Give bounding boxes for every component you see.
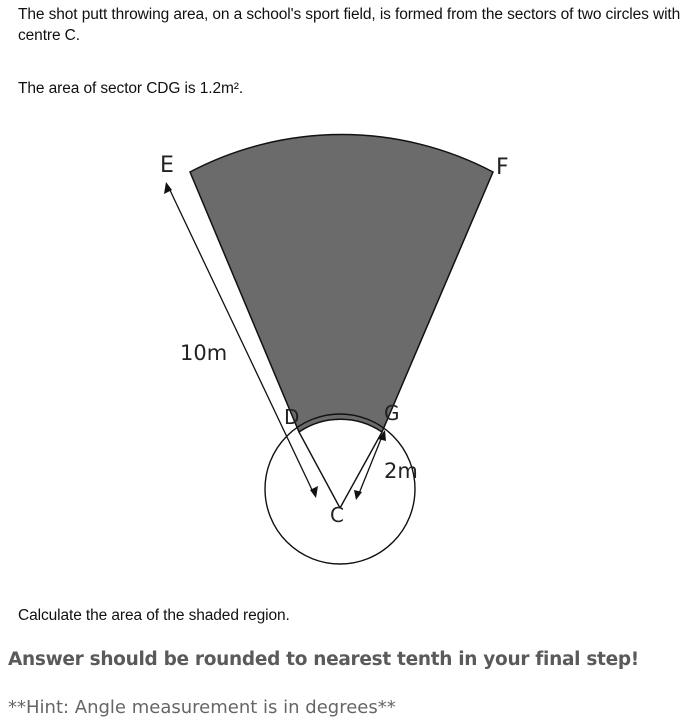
- given-sector-area: The area of sector CDG is 1.2m².: [18, 80, 244, 97]
- label-inner-radius: 2m: [384, 459, 418, 483]
- label-d: D: [284, 405, 300, 429]
- label-c: C: [330, 503, 344, 527]
- inner-radius-arrow: [358, 434, 383, 496]
- radius-edge-left: [299, 432, 340, 508]
- label-g: G: [384, 401, 400, 425]
- label-outer-radius: 10m: [180, 341, 228, 365]
- question-intro: The shot putt throwing area, on a school's sport field, is formed from the sectors of two circles with centre C.: [18, 6, 681, 44]
- inner-circle: [265, 414, 415, 564]
- hint-note: **Hint: Angle measurement is in degrees**: [8, 697, 396, 718]
- label-f: F: [496, 155, 509, 180]
- question-task: Calculate the area of the shaded region.: [18, 607, 290, 624]
- label-e: E: [160, 153, 174, 178]
- answer-rounding-note: Answer should be rounded to nearest tenth in your final step!: [8, 649, 639, 670]
- arrowhead-c-inner: [354, 490, 362, 500]
- shaded-region: [190, 135, 493, 432]
- radius-edge-right: [340, 432, 382, 508]
